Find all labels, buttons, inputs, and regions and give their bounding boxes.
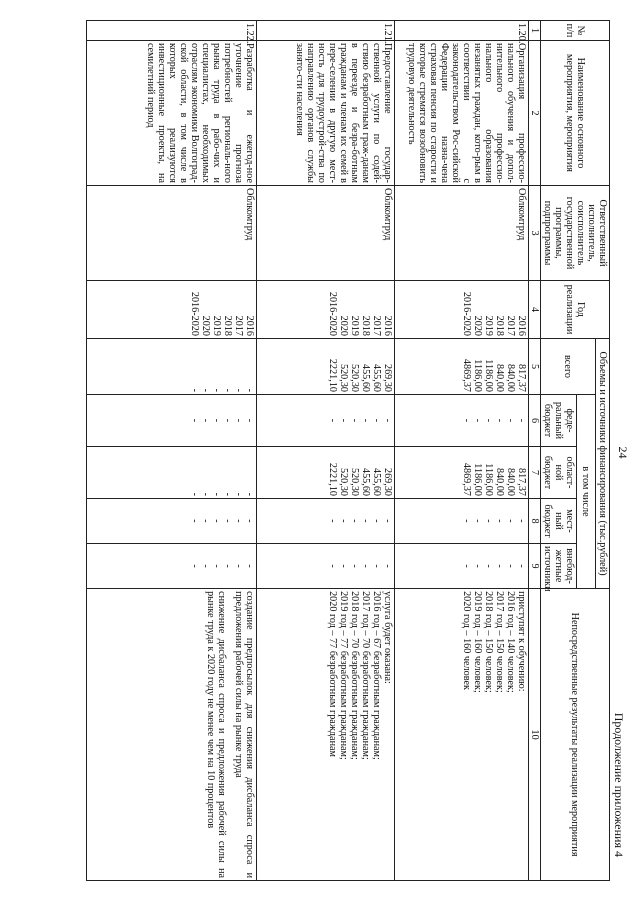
result-line: снижение дисбаланса спроса и предложения рабочей силы на рынке труда к 2020 году не менее чем на 10 процентов — [204, 591, 227, 879]
result-line: 2016 год – 67 безработным гражданам; — [370, 591, 382, 760]
row-years-value: 2019 — [482, 315, 494, 336]
row-federal-value: - — [326, 418, 338, 423]
row-years-value: 2017 — [504, 315, 516, 336]
col-number: 4 — [528, 281, 540, 339]
row-total-value: 840,00 — [504, 363, 516, 392]
result-line: создание предпосылок для снижения дисбаланса спроса и предложения рабочей силы на рынке труда — [232, 591, 255, 879]
row-local — [86, 499, 256, 544]
row-extra-value: - — [221, 564, 233, 568]
row-regional-value: 520,30 — [348, 467, 360, 496]
row-local-value: - — [381, 519, 393, 523]
col-number: 10 — [528, 589, 540, 881]
col-number: 1 — [528, 21, 540, 41]
row-regional-value: 1186,00 — [482, 463, 494, 496]
row-results — [394, 589, 528, 881]
row-federal-value: - — [210, 418, 222, 423]
row-regional — [86, 447, 256, 499]
row-federal-value: - — [370, 418, 382, 423]
row-regional-value: 455,60 — [370, 467, 382, 496]
row-regional-value: 455,60 — [359, 467, 371, 496]
row-total-value: - — [232, 388, 244, 392]
row-name: Предоставление государ-ственной услуги по содей-ствию безработным граж-данам в переезде и безра-ботным гражданам и членам их семей в пере-селении в другую мест-ность для трудоустрой-ства по направлению органов службы занято-сти населения — [256, 41, 394, 186]
result-line: 2019 год – 160 человек; — [471, 591, 483, 693]
row-federal-value: - — [460, 418, 472, 423]
row-local-value: - — [326, 519, 338, 523]
col-number: 2 — [528, 41, 540, 186]
row-extra-value: - — [188, 564, 200, 568]
row-total-value: 520,30 — [348, 363, 360, 392]
row-total — [256, 339, 394, 395]
row-years-value: 2018 — [221, 315, 233, 336]
result-line: 2017 год – 70 безработным гражданам; — [359, 591, 371, 760]
row-federal-value: - — [188, 418, 200, 423]
row-total-value: 269,30 — [381, 363, 393, 392]
result-line: приступят к обучению: — [515, 591, 527, 692]
funding-table — [86, 20, 610, 881]
row-extra — [86, 544, 256, 589]
row-local-value: - — [471, 519, 483, 523]
header-incl: в том числе — [576, 395, 595, 589]
row-extra-value: - — [232, 564, 244, 568]
row-federal-value: - — [199, 418, 211, 423]
table-row — [256, 21, 394, 881]
row-extra-value: - — [370, 564, 382, 568]
row-federal-value: - — [381, 418, 393, 423]
row-federal-value: - — [359, 418, 371, 423]
row-federal-value: - — [482, 418, 494, 423]
row-total — [394, 339, 528, 395]
row-regional-value: 2221,10 — [326, 462, 338, 496]
row-regional-value: 4869,37 — [460, 462, 472, 496]
row-extra-value: - — [359, 564, 371, 568]
row-local-value: - — [359, 519, 371, 523]
result-line: 2017 год – 150 человек; — [493, 591, 505, 693]
result-line: 2018 год – 70 безработным гражданам; — [348, 591, 360, 760]
row-name: Организация профессио-нального обучения и допол-нительного профессио-нального образования незанятых граждан, кото-рым в соответствии с законодательством Рос-сийской Федерации назна-чена страховая пенсия по старости и которые стремятся возобновить трудовую деятельность — [394, 41, 528, 186]
result-line: 2018 год – 150 человек; — [482, 591, 494, 693]
row-regional-value: 840,00 — [504, 467, 516, 496]
row-regional-value: 1186,00 — [471, 463, 483, 496]
row-extra-value: - — [210, 564, 222, 568]
row-years-value: 2019 — [348, 315, 360, 336]
row-years-value: 2020 — [337, 315, 349, 336]
result-line: 2020 год – 77 безработным гражданам — [326, 591, 338, 757]
header-num: № п/п — [540, 21, 609, 41]
row-total-value: - — [221, 388, 233, 392]
row-federal-value: - — [232, 418, 244, 423]
row-years-value: 2017 — [232, 315, 244, 336]
row-total — [86, 339, 256, 395]
row-years-value: 2020 — [199, 315, 211, 336]
row-extra-value: - — [199, 564, 211, 568]
row-years-value: 2019 — [210, 315, 222, 336]
row-local-value: - — [482, 519, 494, 523]
row-total-value: 1186,00 — [471, 359, 483, 392]
column-number-row — [528, 21, 540, 881]
row-total-value: 2221,10 — [326, 358, 338, 392]
col-number: 9 — [528, 544, 540, 589]
row-name: Разработка и ежегод-ное уточнение прогноза потребностей региональ-ного рынка труда в рабо-чих и специалистах, необходимых отраслям экономики Волгоград-ской области, в том числе в которых реализуются инвестиционные проекты, на семилетний период — [86, 41, 256, 186]
row-local-value: - — [348, 519, 360, 523]
col-number: 3 — [528, 186, 540, 281]
row-local-value: - — [221, 519, 233, 523]
row-total-value: - — [199, 388, 211, 392]
row-extra-value: - — [482, 564, 494, 568]
row-federal-value: - — [504, 418, 516, 423]
row-total-value: - — [188, 388, 200, 392]
row-extra-value: - — [515, 564, 527, 568]
row-regional-value: 817,37 — [515, 467, 527, 496]
row-local-value: - — [210, 519, 222, 523]
row-local-value: - — [232, 519, 244, 523]
continuation-label: Продолжение приложения 4 — [612, 712, 626, 857]
row-regional-value: - — [210, 492, 222, 496]
header-executor: Ответственный исполнитель, соисполнитель государственной программы, подпрограммы — [540, 186, 609, 281]
row-local-value: - — [515, 519, 527, 523]
header-regional: област-ной бюджет — [540, 447, 576, 499]
row-regional-value: 520,30 — [337, 467, 349, 496]
header-local: мест-ный бюджет — [540, 499, 576, 544]
row-years-value: 2016-2020 — [188, 291, 200, 336]
table-row — [394, 21, 528, 881]
row-executor: Облкомтруд — [394, 186, 528, 281]
col-number: 6 — [528, 395, 540, 447]
row-local-value: - — [337, 519, 349, 523]
row-years — [394, 281, 528, 339]
header-name: Наименование основного мероприятия, мероприятия — [540, 41, 609, 186]
row-years-value: 2018 — [359, 315, 371, 336]
row-total-value: 455,60 — [359, 363, 371, 392]
row-executor: Облкомтруд — [256, 186, 394, 281]
row-years-value: 2018 — [493, 315, 505, 336]
row-number: 1.21. — [256, 21, 394, 41]
row-federal-value: - — [221, 418, 233, 423]
header-extra: внебюд-жетные источники — [540, 544, 576, 589]
row-executor: Облкомтруд — [86, 186, 256, 281]
row-number: 1.20. — [394, 21, 528, 41]
row-total-value: - — [210, 388, 222, 392]
row-federal-value: - — [471, 418, 483, 423]
row-total-value: 520,30 — [337, 363, 349, 392]
row-total-value: 817,37 — [515, 363, 527, 392]
row-local-value: - — [188, 519, 200, 523]
row-regional — [256, 447, 394, 499]
header-year: Год реализации — [540, 281, 609, 339]
row-federal-value: - — [243, 418, 255, 423]
row-total-value: - — [243, 388, 255, 392]
row-local-value: - — [199, 519, 211, 523]
col-number: 8 — [528, 499, 540, 544]
header-federal: феде-ральный бюджет — [540, 395, 576, 447]
row-federal — [394, 395, 528, 447]
row-results — [86, 589, 256, 881]
row-local-value: - — [493, 519, 505, 523]
row-federal-value: - — [337, 418, 349, 423]
row-regional-value: - — [199, 492, 211, 496]
result-line: 2020 год – 160 человек — [460, 591, 472, 690]
row-extra-value: - — [348, 564, 360, 568]
row-extra-value: - — [471, 564, 483, 568]
row-total-value: 840,00 — [493, 363, 505, 392]
row-years-value: 2017 — [370, 315, 382, 336]
row-federal-value: - — [515, 418, 527, 423]
row-years-value: 2016-2020 — [460, 291, 472, 336]
header-funding: Объемы и источники финансирования (тыс.рублей) — [595, 339, 609, 589]
row-total-value: 455,60 — [370, 363, 382, 392]
row-number: 1.22. — [86, 21, 256, 41]
row-regional-value: 840,00 — [493, 467, 505, 496]
row-results — [256, 589, 394, 881]
row-extra — [256, 544, 394, 589]
row-regional-value: - — [232, 492, 244, 496]
row-local-value: - — [243, 519, 255, 523]
row-extra-value: - — [326, 564, 338, 568]
row-years-value: 2016 — [243, 315, 255, 336]
row-years-value: 2020 — [471, 315, 483, 336]
row-years — [86, 281, 256, 339]
row-local-value: - — [460, 519, 472, 523]
row-regional-value: - — [221, 492, 233, 496]
row-regional-value: - — [188, 492, 200, 496]
row-local — [256, 499, 394, 544]
row-total-value: 1186,00 — [482, 359, 494, 392]
table-row — [86, 21, 256, 881]
row-federal — [86, 395, 256, 447]
row-federal-value: - — [348, 418, 360, 423]
row-extra-value: - — [243, 564, 255, 568]
row-years — [256, 281, 394, 339]
row-years-value: 2016-2020 — [326, 291, 338, 336]
row-years-value: 2016 — [515, 315, 527, 336]
row-total-value: 4869,37 — [460, 358, 472, 392]
row-extra-value: - — [381, 564, 393, 568]
row-extra — [394, 544, 528, 589]
row-local — [394, 499, 528, 544]
row-extra-value: - — [460, 564, 472, 568]
row-extra-value: - — [337, 564, 349, 568]
row-federal-value: - — [493, 418, 505, 423]
row-local-value: - — [370, 519, 382, 523]
row-years-value: 2016 — [381, 315, 393, 336]
row-federal — [256, 395, 394, 447]
result-line: 2019 год – 77 безработным гражданам; — [337, 591, 349, 760]
row-regional — [394, 447, 528, 499]
row-regional-value: - — [243, 492, 255, 496]
header-results: Непосредственные результаты реализации мероприятия — [540, 589, 609, 881]
row-local-value: - — [504, 519, 516, 523]
header-total: всего — [540, 339, 595, 395]
row-extra-value: - — [504, 564, 516, 568]
page-number: 24 — [616, 446, 630, 459]
row-regional-value: 269,30 — [381, 467, 393, 496]
col-number: 7 — [528, 447, 540, 499]
row-extra-value: - — [493, 564, 505, 568]
result-line: услуга будет оказана: — [381, 591, 393, 684]
col-number: 5 — [528, 339, 540, 395]
result-line: 2016 год – 140 человек; — [504, 591, 516, 693]
